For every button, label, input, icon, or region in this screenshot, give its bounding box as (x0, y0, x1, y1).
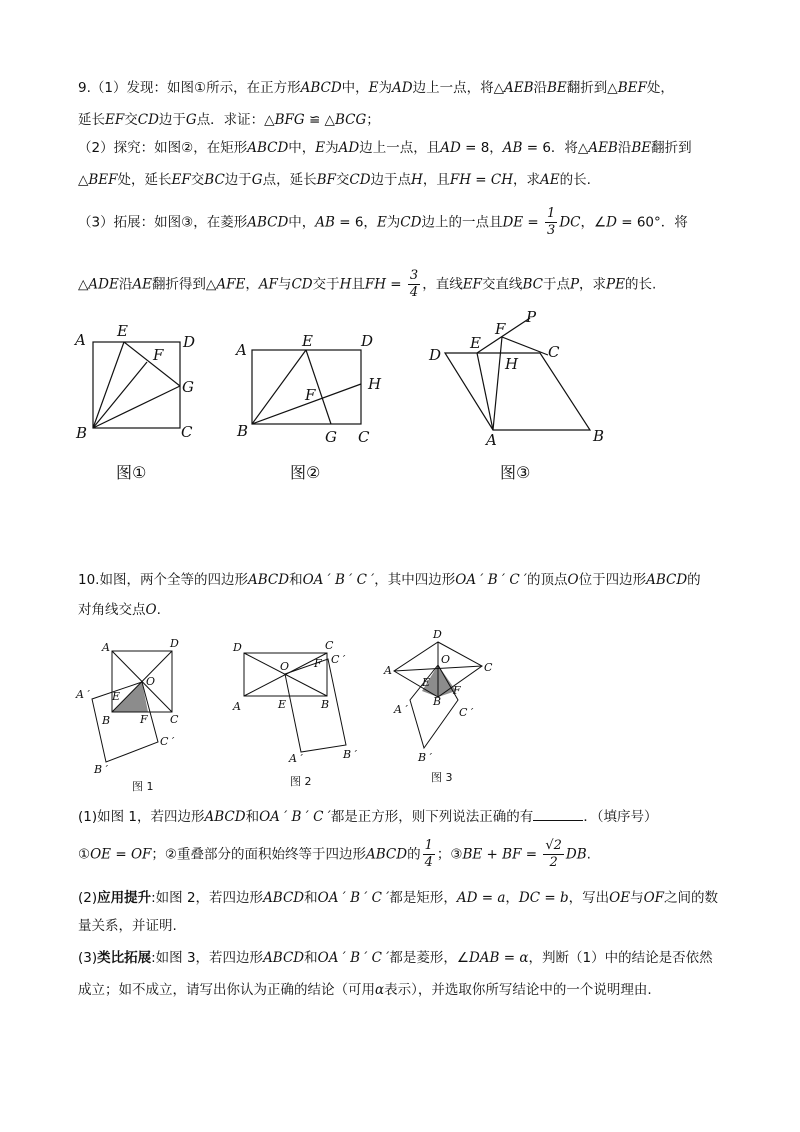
q10-figure-3 (383, 628, 493, 784)
label-D: D (183, 333, 196, 351)
q10-line-5: (2)应用提升:如图 2，若四边形ABCD和OA ′ B ′ C ′都是矩形，AD = a，DC = b，写出OE与OF之间的数 (78, 890, 718, 906)
label-F: F (453, 684, 461, 697)
label-C-prime: C ′ (160, 735, 175, 748)
q10-line-3: (1)如图 1，若四边形ABCD和OA ′ B ′ C ′都是正方形，则下列说法正确的有 ．（填序号） (78, 806, 658, 827)
label-A: A (486, 431, 497, 449)
answer-blank[interactable] (533, 806, 583, 821)
caption-fig2: 图② (290, 463, 321, 482)
fraction-one-third: $\frac{1}{3}$ (547, 206, 556, 238)
q10-line-1: 10.如图，两个全等的四边形ABCD和OA ′ B ′ C ′，其中四边形OA ′ B ′ C ′的顶点O位于四边形ABCD的 (78, 572, 701, 588)
label-G: G (325, 428, 337, 446)
label-C: C (548, 343, 560, 361)
label-D: D (361, 332, 374, 350)
label-B: B (102, 714, 111, 727)
q10-line-4: ①OE = OF；②重叠部分的面积始终等于四边形ABCD的 $\frac{1}{4}$ ；③BE + BF = $\frac{√2}{2}$ DB. (78, 838, 591, 870)
label-P: P (526, 308, 537, 326)
fraction-root2-over-2: $\frac{√2}{2}$ (545, 838, 562, 870)
label-E: E (470, 334, 481, 352)
q9-line-3: （2）探究：如图②，在矩形ABCD中，E为AD边上一点，且AD = 8，AB = 6．将△AEB沿BE翻折到 (78, 140, 692, 156)
q10-figure-2 (232, 639, 358, 788)
q9-line-6: △ADE沿AE翻折得到△AFE，AF与CD交于H且FH = $\frac{3}{4}$ ，直线EF交直线BC于点P，求PE的长. (78, 268, 657, 300)
label-F: F (140, 713, 148, 726)
q9-line-4: △BEF处，延长EF交BC边于G点，延长BF交CD边于点H，且FH = CH，求AE的长. (78, 172, 591, 188)
q9-line-5: （3）拓展：如图③，在菱形ABCD中，AB = 6，E为CD边上的一点且DE = $\frac{1}{3}$ DC，∠D = 60°．将 (78, 206, 688, 238)
label-A: A (236, 341, 247, 359)
label-B: B (76, 424, 88, 442)
fraction-three-quarters: $\frac{3}{4}$ (409, 268, 419, 300)
label-B: B (237, 422, 249, 440)
caption-fig2: 图 2 (290, 775, 312, 788)
label-A: A (384, 664, 392, 677)
label-O: O (280, 660, 290, 673)
label-B: B (593, 427, 605, 445)
label-A-prime: A ′ (76, 688, 90, 701)
label-B-prime: B ′ (418, 751, 433, 764)
q10-figure-1 (75, 637, 179, 793)
label-C-prime: C ′ (331, 653, 346, 666)
label-B: B (321, 698, 330, 711)
label-H: H (505, 355, 519, 373)
q10-line-7: (3)类比拓展:如图 3，若四边形ABCD和OA ′ B ′ C ′都是菱形，∠DAB = α，判断（1）中的结论是否依然 (78, 950, 713, 966)
label-A: A (102, 641, 110, 654)
label-D: D (170, 637, 179, 650)
label-A-prime: A ′ (289, 752, 303, 765)
label-D: D (233, 641, 242, 654)
label-B-prime: B ′ (343, 748, 358, 761)
label-G: G (182, 378, 194, 396)
label-C: C (358, 428, 370, 446)
label-A: A (75, 331, 86, 349)
label-C-prime: C ′ (459, 706, 474, 719)
q10-line-8: 成立；如不成立，请写出你认为正确的结论（可用α表示），并选取你所写结论中的一个说明理由. (78, 982, 652, 998)
caption-fig1: 图① (116, 463, 147, 482)
label-F: F (153, 346, 164, 364)
fraction-one-quarter: $\frac{1}{4}$ (424, 838, 433, 870)
label-E: E (302, 332, 313, 350)
q10-line-6: 量关系，并证明. (78, 918, 177, 934)
label-F: F (305, 386, 316, 404)
label-E: E (278, 698, 287, 711)
label-F: F (314, 657, 322, 670)
label-F: F (495, 320, 506, 338)
label-E: E (112, 690, 121, 703)
label-D: D (429, 346, 442, 364)
label-A-prime: A ′ (394, 703, 408, 716)
label-E: E (117, 322, 128, 340)
label-O: O (441, 653, 451, 666)
label-C: C (325, 639, 334, 652)
label-A: A (233, 700, 241, 713)
label-H: H (368, 375, 382, 393)
q9-line-2: 延长EF交CD边于G点．求证：△BFG ≌ △BCG； (78, 112, 380, 128)
label-C: C (484, 661, 493, 674)
label-O: O (146, 675, 156, 688)
rectangle-oabc-prime (285, 659, 346, 752)
q9-line-1: 9.（1）发现：如图①所示，在正方形ABCD中，E为AD边上一点，将△AEB沿BE翻折到△BEF处， (78, 80, 674, 96)
caption-fig3: 图 3 (431, 771, 453, 784)
label-D: D (433, 628, 442, 641)
label-C: C (181, 423, 193, 441)
q10-line-2: 对角线交点O. (78, 602, 161, 618)
label-B-prime: B ′ (94, 763, 109, 776)
caption-fig1: 图 1 (132, 780, 154, 793)
label-E: E (422, 676, 431, 689)
label-C: C (170, 713, 179, 726)
label-B: B (433, 695, 442, 708)
caption-fig3: 图③ (500, 463, 531, 482)
